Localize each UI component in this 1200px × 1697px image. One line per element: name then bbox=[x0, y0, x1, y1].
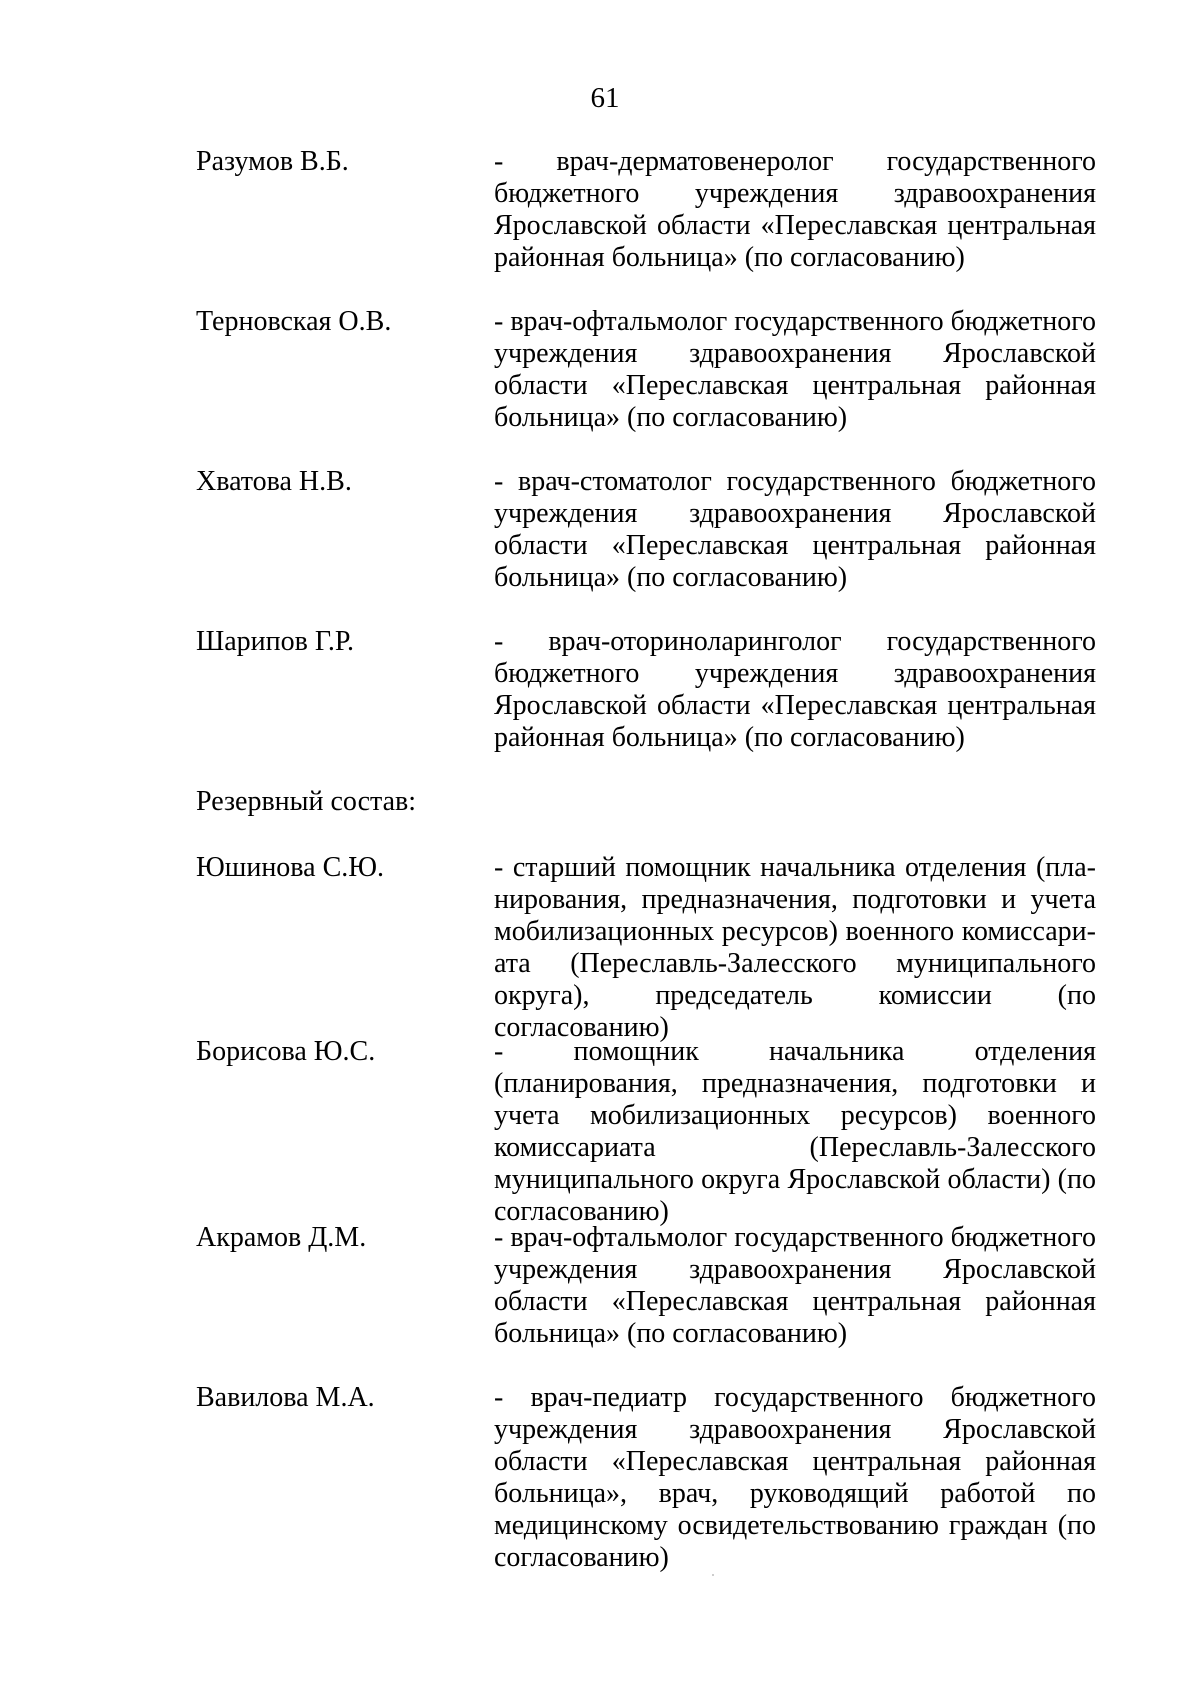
member-description: - врач-офтальмолог государственного бюджетного учреждения здравоохранения Ярославской области «Переславская центральная районная больница» (по согласованию) bbox=[494, 306, 1096, 433]
reserve-member-description: - помощник начальника отделения (планирования, предназначения, подготовки и учета мобилизационных ресурсов) военного комиссариата (Переславль-Залесского муниципального округа Ярославской области) (по согласованию) bbox=[494, 1036, 1096, 1227]
member-name: Разумов В.Б. bbox=[196, 146, 349, 177]
member-description: - врач-оториноларинголог государственного бюджетного учреждения здравоохранения Ярославской области «Переславская центральная районная больница» (по согласованию) bbox=[494, 626, 1096, 753]
reserve-member-description: - врач-офтальмолог государственного бюджетного учреждения здравоохранения Ярославской области «Переславская центральная районная больница» (по согласованию) bbox=[494, 1222, 1096, 1349]
page-number: 61 bbox=[590, 82, 620, 114]
member-description: - врач-дерматовенеролог государственного бюджетного учреждения здравоохранения Ярославской области «Переславская центральная районная больница» (по согласованию) bbox=[494, 146, 1096, 273]
reserve-member-name: Вавилова М.А. bbox=[196, 1382, 375, 1413]
reserve-member-name: Акрамов Д.М. bbox=[196, 1222, 367, 1253]
reserve-member-name: Юшинова С.Ю. bbox=[196, 852, 385, 883]
member-name: Терновская О.В. bbox=[196, 306, 392, 337]
reserve-member-name: Борисова Ю.С. bbox=[196, 1036, 376, 1067]
scan-artifact bbox=[712, 1574, 714, 1576]
member-name: Хватова Н.В. bbox=[196, 466, 352, 497]
reserve-heading: Резервный состав: bbox=[196, 786, 417, 817]
member-description: - врач-стоматолог государственного бюджетного учреждения здравоохранения Ярославской области «Переславская центральная районная больница» (по согласованию) bbox=[494, 466, 1096, 593]
reserve-member-description: - врач-педиатр государственного бюджетного учреждения здравоохранения Ярославской области «Переславская центральная районная больница», врач, руководящий работой по медицинскому освидетельствованию граждан (по согласованию) bbox=[494, 1382, 1096, 1573]
reserve-member-description: - старший помощник начальника отделения (планирования, предназначения, подготовки и учета мобилизационных ресурсов) военного комиссариата (Переславль-Залесского муниципального округа), председатель комиссии (по согласованию) bbox=[494, 852, 1096, 1043]
member-name: Шарипов Г.Р. bbox=[196, 626, 354, 657]
